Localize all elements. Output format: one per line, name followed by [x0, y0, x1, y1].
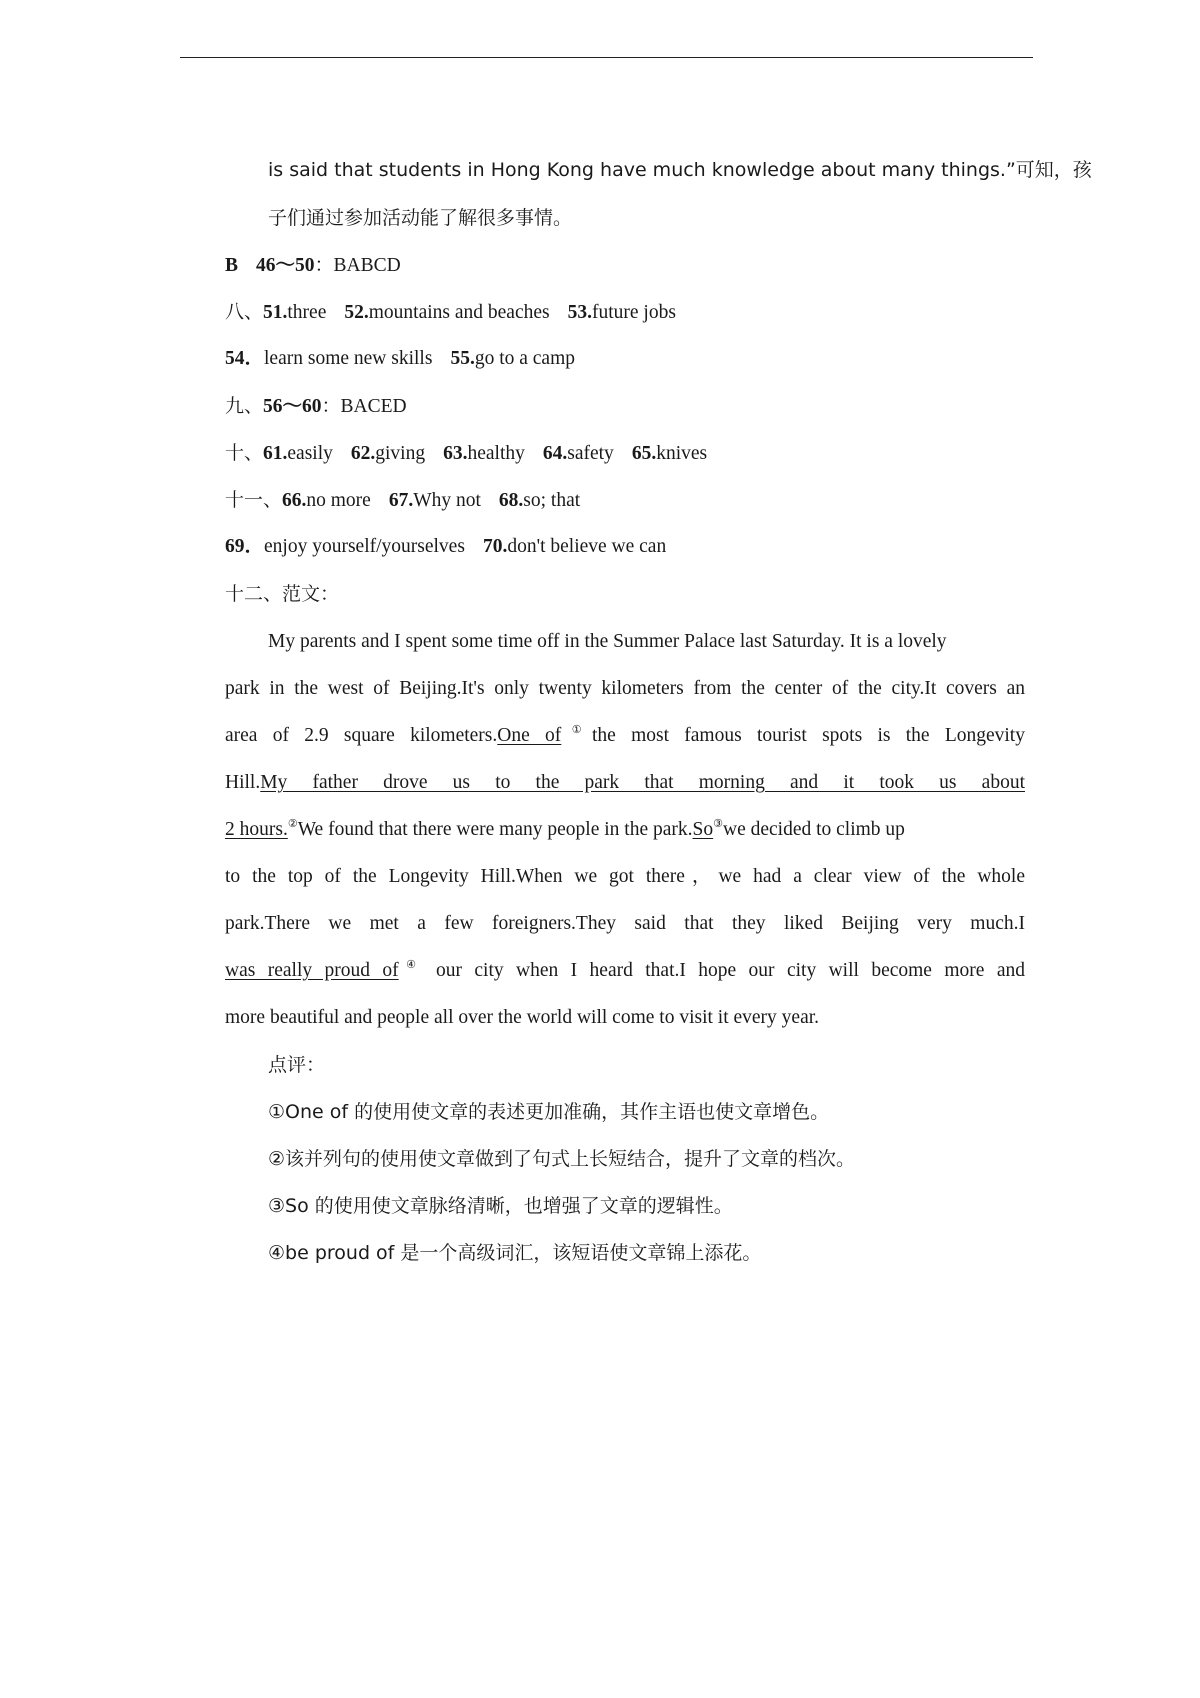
essay-line-6: to the top of the Longevity Hill.When we got there，we had a clear view of the whole — [225, 866, 1025, 887]
header-rule — [180, 57, 1033, 58]
review-heading: 点评： — [268, 1054, 326, 1076]
q69-number: 69． — [225, 536, 265, 557]
section-9-range: 56～60 — [263, 396, 322, 417]
q53-answer: future jobs — [592, 302, 676, 323]
review-comment-4: ④be proud of 是一个高级词汇，该短语使文章锦上添花。 — [268, 1242, 762, 1264]
q52-answer: mountains and beaches — [368, 302, 550, 323]
separator: ： — [321, 395, 341, 417]
answer-row-11 — [225, 488, 1025, 513]
q65-answer: knives — [656, 443, 708, 464]
essay-line-9: more beautiful and people all over the world will come to visit it every year. — [225, 1007, 820, 1028]
highlight-hours: 2 hours. — [225, 819, 288, 840]
review-comment-3: ③So 的使用使文章脉络清晰，也增强了文章的逻辑性。 — [268, 1195, 733, 1217]
section-8-prefix: 八、 — [225, 301, 264, 323]
essay-line-8 — [225, 959, 1025, 983]
highlight-proud-of: was really proud of — [225, 960, 399, 981]
essay-text: Hill. — [225, 772, 261, 793]
q62-answer: giving — [375, 443, 426, 464]
essay-line-2: park in the west of Beijing.It's only twenty kilometers from the center of the city.It covers an — [225, 678, 1025, 699]
q63-answer: healthy — [467, 443, 525, 464]
q55-number: 55. — [450, 348, 475, 369]
q55-answer: go to a camp — [474, 348, 576, 369]
q51-answer: three — [287, 302, 327, 323]
essay-text: area of 2.9 square kilometers. — [225, 725, 498, 746]
intro-line-1: is said that students in Hong Kong have much knowledge about many things.”可知，孩 — [268, 159, 1092, 181]
separator: ： — [314, 254, 334, 276]
q64-answer: safety — [567, 443, 614, 464]
essay-text: We found that there were many people in the park. — [297, 819, 693, 840]
q65-number: 65. — [631, 443, 657, 464]
section-12-heading: 十二、范文： — [225, 583, 340, 605]
q61-answer: easily — [287, 443, 333, 464]
q66-answer: no more — [306, 490, 371, 511]
q70-number: 70. — [482, 536, 508, 557]
q52-number: 52. — [344, 302, 369, 323]
essay-line-5 — [225, 818, 1025, 842]
note-marker-1: ① — [561, 724, 592, 736]
essay-line-3 — [225, 724, 1025, 748]
section-b-values: BABCD — [333, 255, 401, 276]
highlight-compound-sentence: My father drove us to the park that morning and it took us about — [260, 772, 1025, 793]
q70-answer: don't believe we can — [507, 536, 667, 557]
answer-row-b — [225, 253, 1025, 278]
q64-number: 64. — [542, 443, 568, 464]
answer-row-54 — [225, 347, 1025, 371]
answer-row-10 — [225, 441, 1025, 466]
q62-number: 62. — [350, 443, 376, 464]
highlight-one-of: One of — [497, 725, 562, 746]
section-10-prefix: 十、 — [225, 442, 264, 464]
q68-number: 68. — [498, 490, 524, 511]
q61-number: 61. — [263, 443, 288, 464]
section-9-prefix: 九、 — [225, 395, 264, 417]
q67-number: 67. — [388, 490, 414, 511]
section-b-label: B — [225, 255, 239, 276]
q54-answer: learn some new skills — [264, 348, 433, 369]
essay-text: we decided to climb up — [722, 819, 905, 840]
essay-text: the most famous tourist spots is the Longevity — [591, 725, 1025, 746]
highlight-so: So — [692, 819, 714, 840]
q69-answer: enjoy yourself/yourselves — [264, 536, 465, 557]
q67-answer: Why not — [413, 490, 481, 511]
intro-line-2: 子们通过参加活动能了解很多事情。 — [268, 207, 573, 229]
q51-number: 51. — [263, 302, 288, 323]
essay-line-1: My parents and I spent some time off in the Summer Palace last Saturday. It is a lovely — [268, 631, 947, 652]
section-b-range: 46～50 — [256, 255, 315, 276]
q68-answer: so; that — [523, 490, 581, 511]
review-comment-1: ①One of 的使用使文章的表述更加准确，其作主语也使文章增色。 — [268, 1101, 830, 1123]
section-9-values: BACED — [340, 396, 407, 417]
answer-row-69 — [225, 535, 1025, 559]
note-marker-3: ③ — [713, 818, 723, 830]
note-marker-4: ④ — [398, 959, 424, 971]
review-comment-2: ②该并列句的使用使文章做到了句式上长短结合，提升了文章的档次。 — [268, 1148, 856, 1170]
essay-line-7: park.There we met a few foreigners.They said that they liked Beijing very much.I — [225, 913, 1025, 934]
answer-row-8 — [225, 300, 1025, 325]
section-11-prefix: 十一、 — [225, 489, 283, 511]
essay-text: our city when I heard that.I hope our city will become more and — [423, 960, 1025, 981]
essay-line-4 — [225, 771, 1025, 795]
q63-number: 63. — [443, 443, 468, 464]
q53-number: 53. — [567, 302, 592, 323]
q66-number: 66. — [282, 490, 307, 511]
answer-row-9 — [225, 394, 1025, 419]
note-marker-2: ② — [287, 818, 298, 830]
q54-number: 54． — [225, 348, 265, 369]
